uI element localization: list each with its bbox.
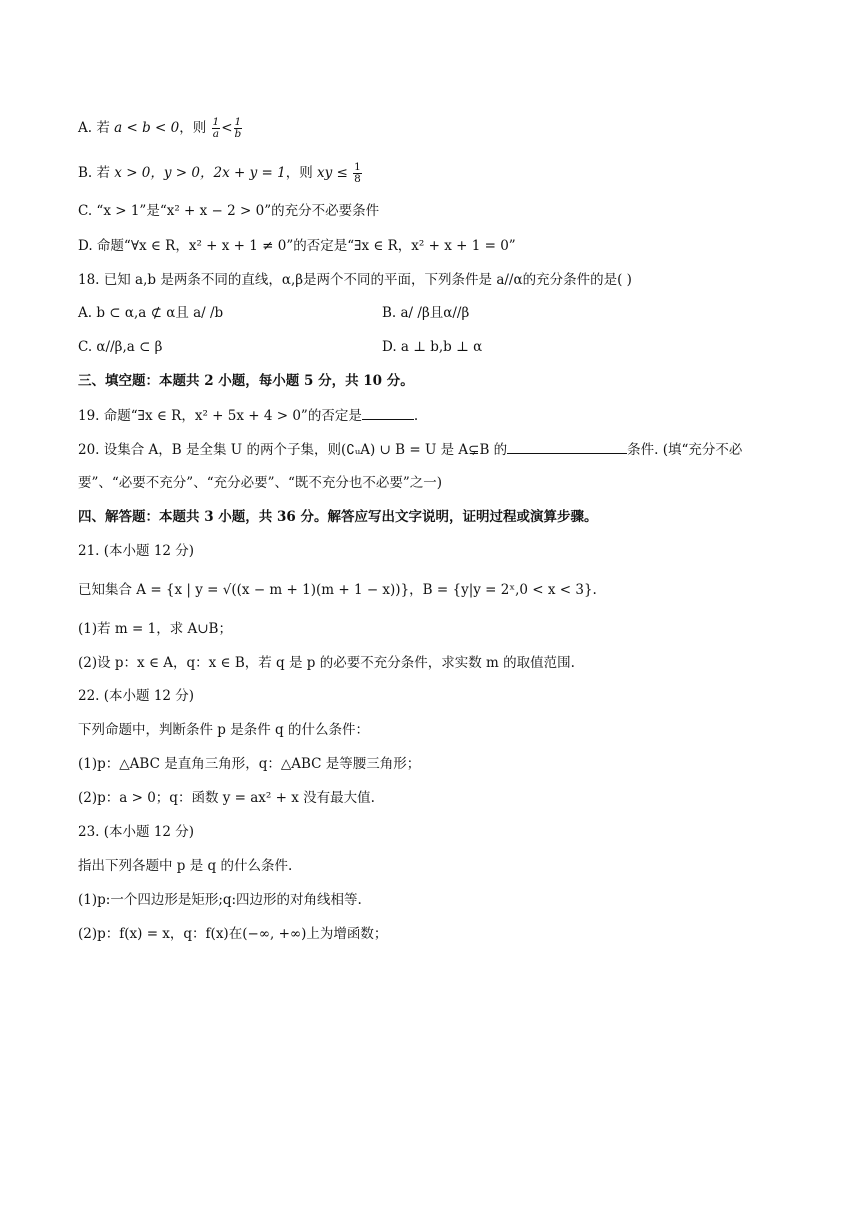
q17b-expression: xy ≤ [317,165,348,181]
q18-option-b: B. a/ /β且α//β [382,305,470,321]
q21-sets: 已知集合 A = {x | y = √((x − m + 1)(m + 1 − x))}，B = {y|y = 2ˣ,0 < x < 3}. [78,582,597,598]
q19-answer-blank[interactable] [362,405,414,420]
q18-option-a: A. b ⊂ α,a ⊄ α且 a/ /b [78,305,224,321]
q17b-condition: x > 0，y > 0，2x + y = 1 [114,165,286,181]
q20-text-end: 条件. (填“充分不必 [627,442,743,458]
q17b-prefix: B. 若 [78,165,115,181]
q21-part-1: (1)若 m = 1，求 A∪B； [78,621,232,637]
q17-option-b [78,162,363,185]
q17b-then: ，则 [285,165,318,181]
q17a-condition: a < b < 0 [114,120,180,136]
q23-header: 23. (本小题 12 分) [78,824,195,840]
q20-text: 20. 设集合 A，B 是全集 U 的两个子集，则(∁ᵤA) ∪ B = U 是 A⊊B 的 [78,442,508,458]
q22-intro: 下列命题中，判断条件 p 是条件 q 的什么条件： [78,722,369,738]
q17a-frac2-num: 1 [234,116,242,128]
q17-option-d: D. 命题“∀x ∈ R，x² + x + 1 ≠ 0”的否定是“∃x ∈ R，x² + x + 1 = 0” [78,238,516,254]
q17-option-a [78,117,243,140]
q17a-frac1-den: a [212,128,219,140]
q17b-frac-den: 8 [354,173,361,185]
q22-part-2: (2)p：a > 0；q：函数 y = ax² + x 没有最大值. [78,790,375,806]
q21-header: 21. (本小题 12 分) [78,543,195,559]
q17a-less-than: < [221,120,233,136]
q17-option-c: C. “x > 1”是“x² + x − 2 > 0”的充分不必要条件 [78,203,380,219]
q17a-fraction-1 [212,117,221,140]
q19-text: 19. 命题“∃x ∈ R，x² + 5x + 4 > 0”的否定是 [78,408,362,424]
q22-header: 22. (本小题 12 分) [78,688,195,704]
q17a-frac1-num: 1 [212,116,220,128]
q17a-then: ，则 [179,120,211,136]
q17a-prefix: A. 若 [78,120,115,136]
q18-option-c: C. α//β,a ⊂ β [78,339,163,355]
q19-period: . [413,408,419,424]
q19 [78,405,418,426]
q17a-fraction-2 [234,117,243,140]
q20-continuation: 要”、“必要不充分”、“充分必要”、“既不充分也不必要”之一) [78,475,443,491]
q18-stem: 18. 已知 a,b 是两条不同的直线，α,β是两个不同的平面，下列条件是 a//α的充分条件的是( ) [78,272,632,288]
q18-option-d: D. a ⊥ b,b ⊥ α [382,339,483,355]
q17b-fraction [353,162,362,185]
q22-part-1: (1)p：△ABC 是直角三角形，q：△ABC 是等腰三角形； [78,756,421,772]
q20 [78,439,742,460]
section-3-heading: 三、填空题：本题共 2 小题，每小题 5 分，共 10 分。 [78,373,414,389]
q17a-frac2-den: b [234,128,242,140]
q20-answer-blank[interactable] [507,439,627,454]
q23-intro: 指出下列各题中 p 是 q 的什么条件. [78,858,293,874]
section-4-heading: 四、解答题：本题共 3 小题，共 36 分。解答应写出文字说明，证明过程或演算步骤。 [78,509,598,525]
q23-part-1: (1)p:一个四边形是矩形;q:四边形的对角线相等. [78,892,362,908]
q21-part-2: (2)设 p：x ∈ A，q：x ∈ B，若 q 是 p 的必要不充分条件，求实数 m 的取值范围. [78,655,575,671]
q17b-frac-num: 1 [354,161,361,173]
q23-part-2: (2)p：f(x) = x，q：f(x)在(−∞, +∞)上为增函数； [78,926,388,942]
